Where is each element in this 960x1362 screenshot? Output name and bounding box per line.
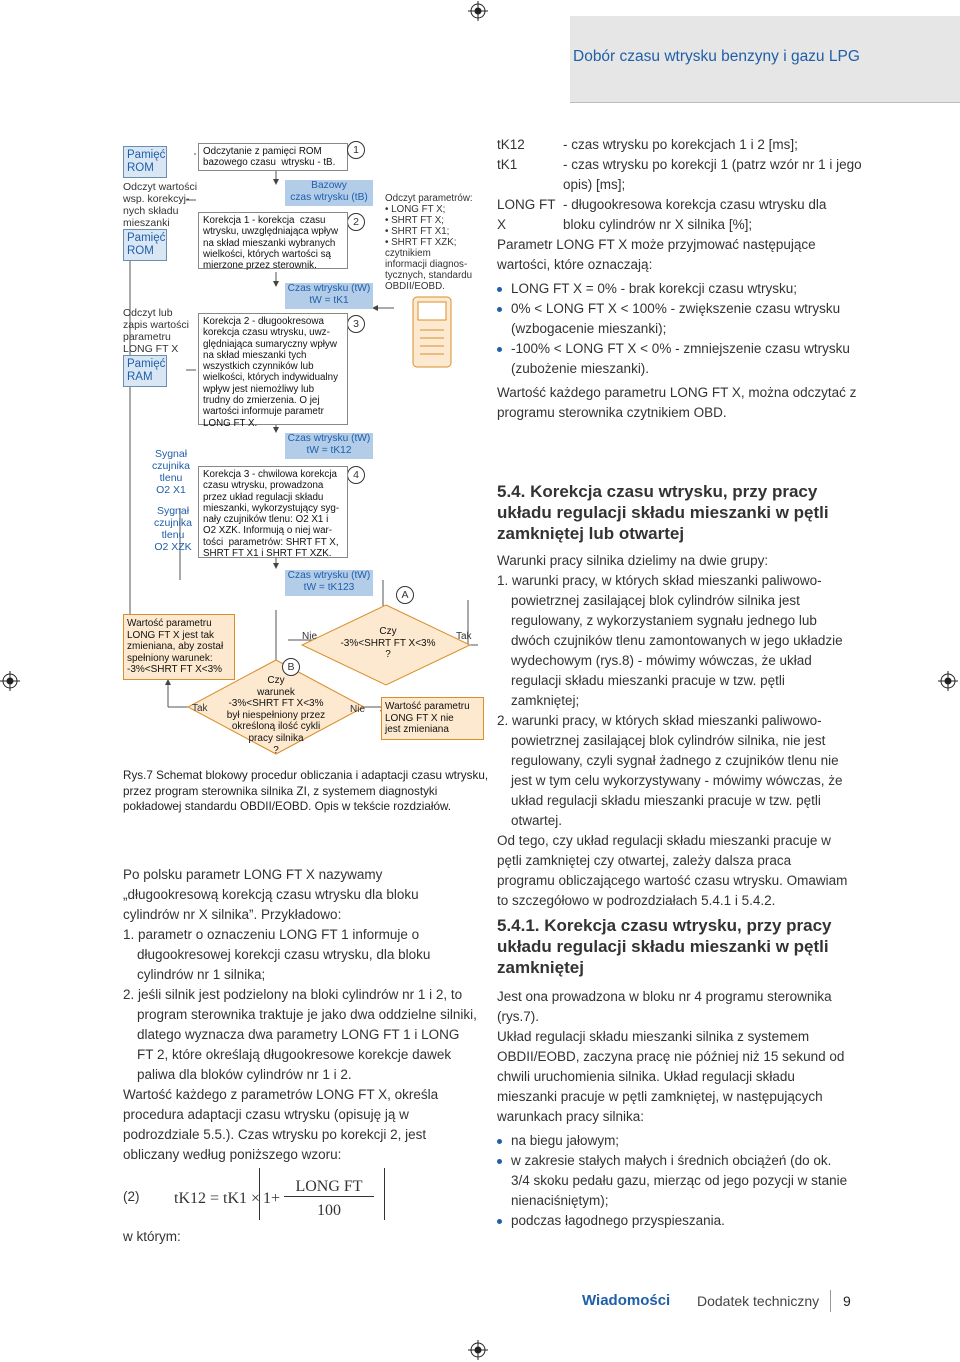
equation-lhs: tK12 = tK1 ×: [174, 1190, 261, 1207]
value-change-box: Wartość parametru LONG FT X jest tak zmieniana, aby został spełniony warunek: -3%<SHRT FT X<3%: [123, 614, 235, 680]
correction2-box: Korekcja 2 - długookresowa korekcja czasu wtrysku, uwz- ględniająca sumaryczny wpływ na skład mieszanki tych wszystkich czynników lub wielkości, których indywidualny wpływ jest niemożliwy lub trudny do zmierzenia. O jej wartości informuje parametr LONG FT X.: [198, 313, 348, 425]
no-label: Nie: [302, 631, 318, 642]
w-ktorym-label: w którym:: [123, 1229, 181, 1244]
step1-box: Odczytanie z pamięci ROM bazowego czasu wtrysku - tB.: [198, 143, 348, 171]
list-item: podczas łagodnego przyspieszania.: [497, 1211, 852, 1231]
connector-b: B: [282, 658, 300, 676]
correction1-box: Korekcja 1 - korekcja czasu wtrysku, uwzględniająca wpływ na skład mieszanki wybranych wielkości, których wartości są mierzone przez sterownik.: [198, 212, 348, 269]
paragraph: Układ regulacji składu mieszanki silnika z systemem OBDII/EOBD, zaczyna pracę nie później niż 15 sekund od chwili uruchomienia silnika. Układ regulacji składu mieszanki pracuje w pętli zamkniętej, w następujących warunkach pracy silnika:: [497, 1029, 845, 1124]
yes-label: Tak: [456, 631, 472, 642]
section-heading-5-4: 5.4. Korekcja czasu wtrysku, przy pracy układu regulacji składu mieszanki w pętli zamkniętej lub otwartej: [497, 482, 829, 543]
registration-mark-icon: [468, 1340, 488, 1360]
yes-label: Tak: [192, 703, 208, 714]
injection-time-stripe-2: Czas wtrysku (tW) tW = tK12: [285, 433, 373, 459]
no-label: Nie: [350, 704, 366, 715]
paragraph: Parametr LONG FT X może przyjmować następujące wartości, które oznaczają:: [497, 237, 816, 272]
oxygen-sensor-signal-2: Sygnał czujnika tlenu O2 XZK: [154, 505, 192, 553]
list-item: 1. warunki pracy, w których skład mieszanki paliwowo-powietrznej zasilającej blok cylindrów silnika jest regulowany, z wykorzystaniem sygnału jednego lub dwóch czujników tlenu zamontowanych w jego układzie wydechowym (rys.8) - mówimy wówczas, że układ regulacji składu mieszanki pracuje w tzw. pętli zamkniętej;: [497, 573, 843, 708]
equation-denominator: 100: [317, 1202, 341, 1219]
section-heading-5-4-1: 5.4.1. Korekcja czasu wtrysku, przy pracy układu regulacji składu mieszanki w pętli zamkniętej: [497, 916, 832, 977]
symbol: tK1: [497, 157, 518, 172]
footer-divider: [830, 1290, 831, 1312]
paragraph: Po polsku parametr LONG FT X nazywamy „długookresową korekcją czasu wtrysku dla bloku cylindrów nr X silnika”. Przykładowo:: [123, 867, 419, 922]
header-divider: [570, 102, 960, 103]
connector-a: A: [396, 586, 414, 604]
left-text-column: [123, 865, 478, 1165]
registration-mark-icon: [0, 671, 20, 691]
step-number-3: 3: [347, 315, 365, 333]
decision-b-text: Czy warunek -3%<SHRT FT X<3% był niespełniony przez określoną ilość cykli pracy silnika ?: [226, 675, 326, 756]
paragraph: Warunki pracy silnika dzielimy na dwie grupy:: [497, 553, 769, 568]
obd-reader-icon: [412, 296, 452, 368]
base-time-stripe: Bazowy czas wtrysku (tB): [285, 180, 373, 206]
definition: - czas wtrysku po korekcjach 1 i 2 [ms];: [563, 137, 798, 152]
list-item: 2. warunki pracy, w których skład mieszanki paliwowo-powietrznej zasilającej blok cylindrów silnika, nie jest regulowany, czyli sygnał żadnego z czujników tlenu nie jest w tym celu wykorzystywany - mówimy wówczas, że układ regulacji składu mieszanki pracuje w tzw. pętli otwartej.: [497, 713, 843, 828]
right-text-column: [497, 135, 862, 423]
list-item: LONG FT X = 0% - brak korekcji czasu wtrysku;: [497, 279, 862, 299]
memory-rom-label: Pamięć ROM: [123, 229, 167, 261]
figure-caption: Rys.7 Schemat blokowy procedur obliczania i adaptacji czasu wtrysku, przez program sterownika silnika ZI, z systemem diagnostyki pokładowej standardu OBDII/EOBD. Opis w tekście rozdziałów.: [123, 769, 489, 813]
memory-rom-label: Pamięć ROM: [123, 146, 167, 178]
list-item: 0% < LONG FT X < 100% - zwiększenie czasu wtrysku (wzbogacenie mieszanki);: [497, 299, 862, 339]
list-item: na biegu jałowym;: [497, 1131, 852, 1151]
correction3-box: Korekcja 3 - chwilowa korekcja czasu wtrysku, prowadzona przez układ regulacji składu mieszanki, wykorzystujący syg- nały czujników tlenu: O2 X1 i O2 XZK. Informują o niej war- tości parametrów: SHRT FT X, SHRT FT X1 i SHRT FT XZK.: [198, 466, 348, 558]
registration-mark-icon: [938, 671, 958, 691]
brand-logo: Wiadomości: [582, 1292, 671, 1309]
oxygen-sensor-signal-1: Sygnał czujnika tlenu O2 X1: [152, 448, 190, 496]
obd-reader-description: Odczyt parametrów: • LONG FT X; • SHRT FT X; • SHRT FT X1; • SHRT FT XZK; czytnikiem informacji diagnos- tycznych, standardu OBDII/EOBD.: [385, 193, 473, 292]
equation-numerator: LONG FT: [284, 1178, 374, 1197]
equation-number: (2): [123, 1189, 140, 1204]
registration-mark-icon: [468, 1, 488, 21]
list-item: w zakresie stałych małych i średnich obciążeń (do ok. 3/4 skoku pedału gazu, mierząc od jego pozycji w stanie nienaciśniętym);: [497, 1151, 852, 1211]
definition: - długookresowa korekcja czasu wtrysku dla bloku cylindrów nr X silnika [%];: [563, 197, 827, 232]
right-text-column-3: [497, 987, 852, 1235]
read-write-label: Odczyt lub zapis wartości parametru LONG FT X: [123, 307, 189, 355]
decision-a-text: Czy -3%<SHRT FT X<3% ?: [340, 626, 436, 661]
definition: - czas wtrysku po korekcji 1 (patrz wzór nr 1 i jego opis) [ms];: [563, 157, 862, 192]
step-number-2: 2: [347, 213, 365, 231]
paragraph: Jest ona prowadzona w bloku nr 4 programu sterownika (rys.7).: [497, 989, 832, 1024]
symbol: tK12: [497, 137, 525, 152]
list-item: 1. parametr o oznaczeniu LONG FT 1 informuje o długookresowej korekcji czasu wtrysku, dla bloku cylindrów nr 1 silnika;: [123, 927, 431, 982]
paragraph: Wartość każdego z parametrów LONG FT X, określa procedura adaptacji czasu wtrysku (opisuję ją w podrozdziale 5.5.). Czas wtrysku po korekcji 2, jest obliczany według poniższego wzoru:: [123, 1087, 439, 1162]
symbol: LONG FT X: [497, 197, 556, 232]
list-item: 2. jeśli silnik jest podzielony na bloki cylindrów nr 1 i 2, to program sterownika traktuje je jako dwa oddzielne silniki, dlatego wyznacza dwa parametry LONG FT 1 i LONG FT 2, które określają długookresowe korekcje dawek paliwa dla bloków cylindrów nr 1 i 2.: [123, 987, 477, 1082]
injection-time-stripe-1: Czas wtrysku (tW) tW = tK1: [285, 283, 373, 309]
page-header-title: Dobór czasu wtrysku benzyny i gazu LPG: [573, 48, 860, 65]
page-number: 9: [843, 1293, 851, 1309]
paragraph: Wartość każdego parametru LONG FT X, można odczytać z programu sterownika czytnikiem OBD.: [497, 385, 857, 420]
step-number-4: 4: [347, 466, 365, 484]
paragraph: Od tego, czy układ regulacji składu mieszanki pracuje w pętli zamkniętej czy otwartej, zależy dalsza praca programu obliczającego wartość czasu wtrysku. Omawiam to szczegółowo w podrozdziałach 5.4.1 i 5.4.2.: [497, 833, 848, 908]
value-unchanged-box: Wartość parametru LONG FT X nie jest zmieniana: [381, 697, 484, 740]
footer-section: Dodatek techniczny: [697, 1293, 820, 1309]
list-item: -100% < LONG FT X < 0% - zmniejszenie czasu wtrysku (zubożenie mieszanki).: [497, 339, 862, 379]
step-number-1: 1: [347, 141, 365, 159]
read-coefficients-label: Odczyt wartości wsp. korekcyj- nych składu mieszanki: [123, 181, 198, 229]
injection-time-stripe-3: Czas wtrysku (tW) tW = tK123: [285, 570, 373, 596]
right-text-column-2: [497, 551, 852, 911]
equation-one-plus: 1+: [263, 1190, 281, 1207]
memory-ram-label: Pamięć RAM: [123, 355, 167, 387]
